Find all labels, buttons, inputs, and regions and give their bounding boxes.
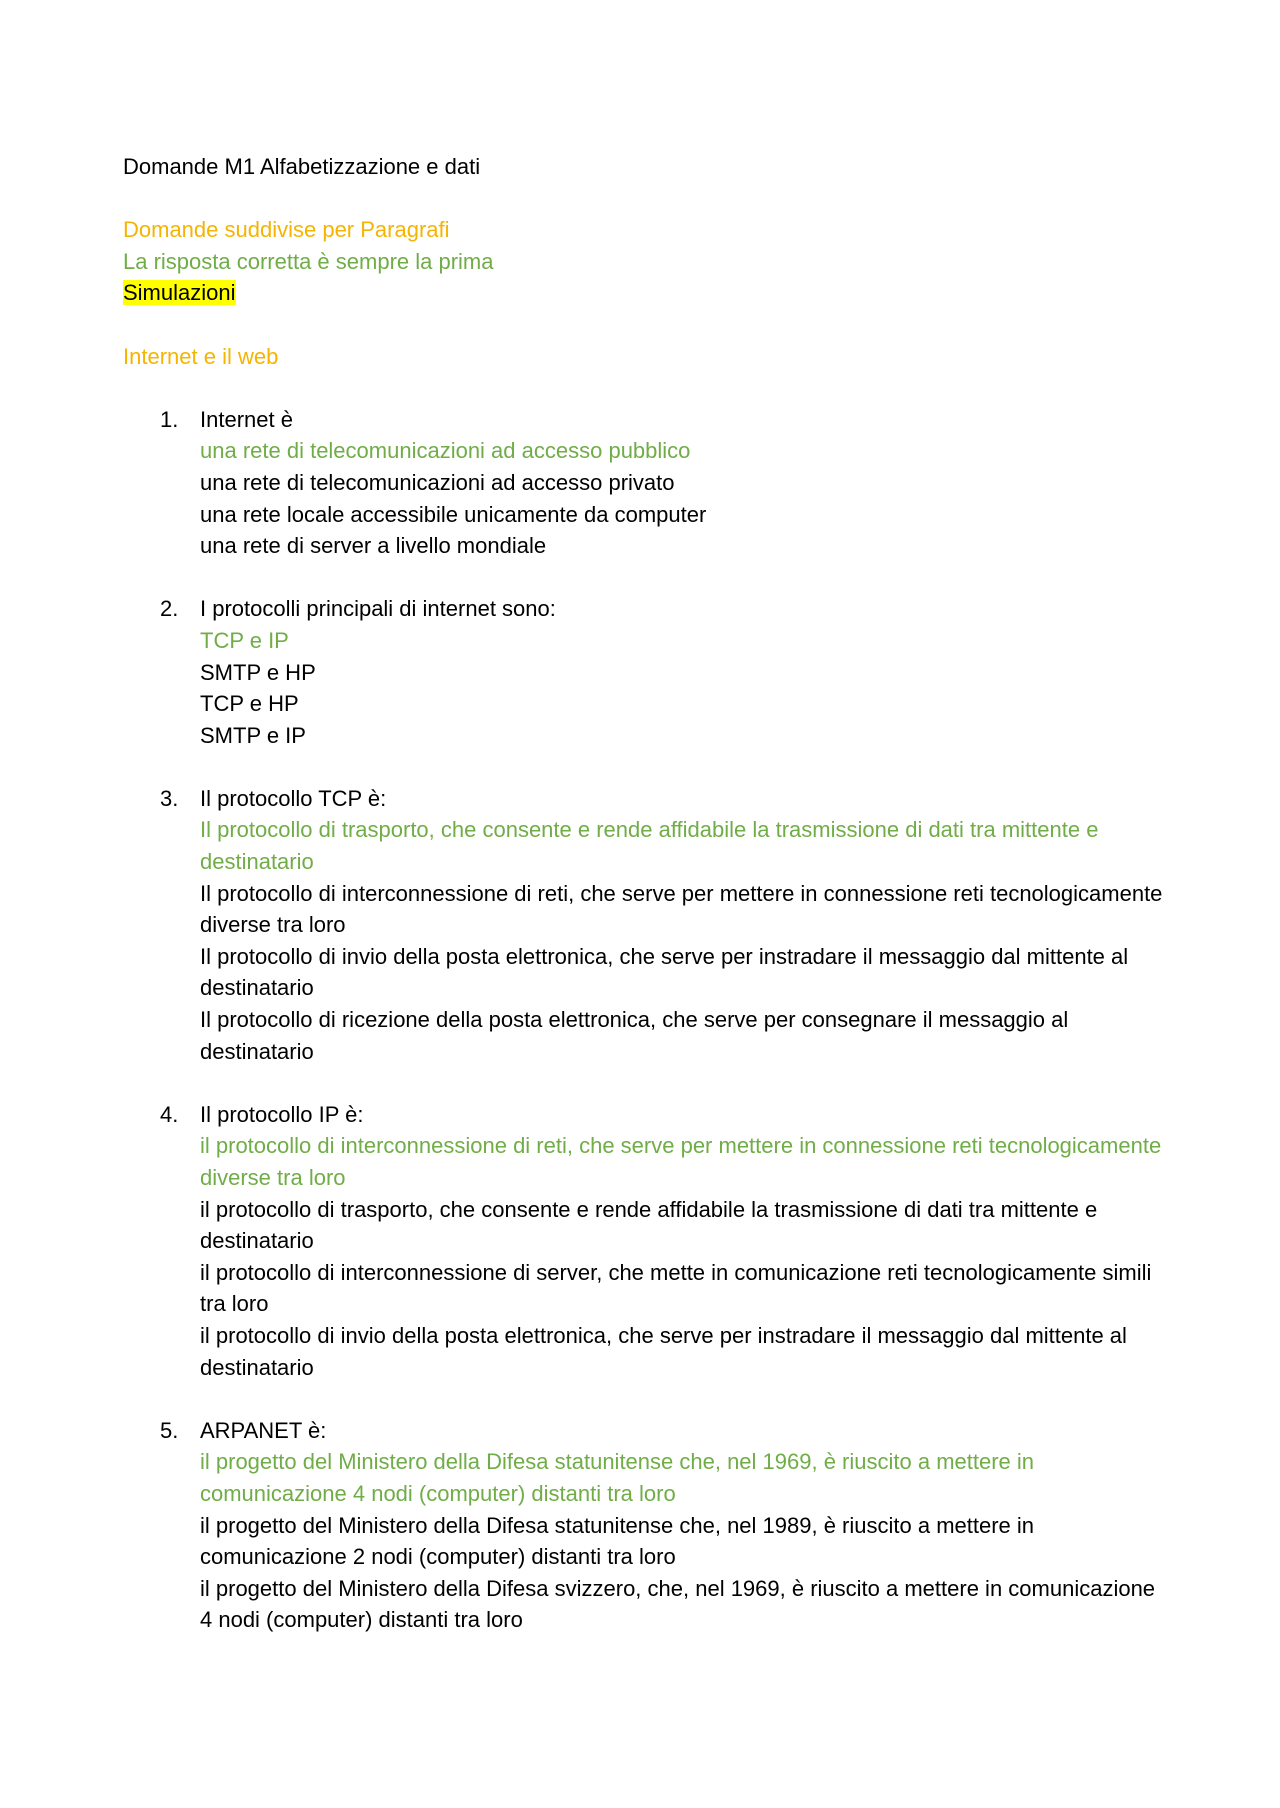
legend-correct-answer-note: La risposta corretta è sempre la prima — [123, 248, 494, 274]
question-list — [123, 404, 1163, 1636]
answer-option: una rete di telecomunicazioni ad accesso privato — [200, 469, 675, 495]
question-number: 1. — [160, 406, 179, 432]
answer-option: una rete di server a livello mondiale — [200, 533, 547, 559]
answer-option: una rete locale accessibile unicamente da computer — [200, 501, 707, 527]
spacer — [123, 372, 1163, 404]
answer-list — [200, 814, 1163, 1067]
legend-simulations-note — [123, 277, 1163, 309]
answer-option: Il protocollo di invio della posta elettronica, che serve per instradare il messaggio dal mittente al destinatario — [200, 943, 1129, 1001]
question-item — [123, 1099, 1163, 1383]
answer-option: il protocollo di interconnessione di server, che mette in comunicazione reti tecnologicamente simili tra loro — [200, 1259, 1152, 1317]
answer-option: il protocollo di invio della posta elettronica, che serve per instradare il messaggio dal mittente al destinatario — [200, 1322, 1127, 1380]
answer-list — [200, 1446, 1163, 1636]
document-title: Domande M1 Alfabetizzazione e dati — [123, 154, 481, 179]
question-text: I protocolli principali di internet sono: — [200, 596, 556, 622]
question-number: 4. — [160, 1101, 179, 1127]
answer-option: il progetto del Ministero della Difesa svizzero, che, nel 1969, è riuscito a mettere in comunicazione 4 nodi (computer) distanti tra loro — [200, 1575, 1156, 1633]
spacer — [123, 183, 1163, 215]
question-item — [123, 783, 1163, 1067]
question-text: Il protocollo TCP è: — [200, 785, 387, 811]
question-item — [123, 404, 1163, 562]
answer-list — [200, 1130, 1163, 1383]
answer-list — [200, 435, 1163, 561]
question-number: 5. — [160, 1417, 179, 1443]
answer-option: SMTP e HP — [200, 659, 316, 685]
answer-list — [200, 625, 1163, 751]
section-title: Internet e il web — [123, 343, 279, 369]
answer-correct: Il protocollo di trasporto, che consente e rende affidabile la trasmissione di dati tra mittente e destinatario — [200, 817, 1099, 875]
question-item — [123, 593, 1163, 751]
document-content — [123, 151, 1163, 1668]
highlighted-text: Simulazioni — [123, 280, 236, 306]
spacer — [123, 309, 1163, 341]
answer-correct: una rete di telecomunicazioni ad accesso pubblico — [200, 438, 691, 464]
answer-option: SMTP e IP — [200, 722, 306, 748]
answer-option: Il protocollo di interconnessione di reti, che serve per mettere in connessione reti tecnologicamente diverse tra loro — [200, 880, 1163, 938]
answer-option: TCP e HP — [200, 691, 299, 717]
question-text: Internet è — [200, 406, 293, 432]
answer-option: il progetto del Ministero della Difesa statunitense che, nel 1989, è riuscito a mettere in comunicazione 2 nodi (computer) distanti tra loro — [200, 1512, 1035, 1570]
answer-correct: il protocollo di interconnessione di reti, che serve per mettere in connessione reti tecnologicamente diverse tra loro — [200, 1133, 1162, 1190]
answer-correct: TCP e IP — [200, 627, 289, 653]
answer-option: Il protocollo di ricezione della posta elettronica, che serve per consegnare il messaggio al destinatario — [200, 1007, 1069, 1064]
question-number: 3. — [160, 785, 179, 811]
answer-correct: il progetto del Ministero della Difesa statunitense che, nel 1969, è riuscito a mettere in comunicazione 4 nodi (computer) distanti tra loro — [200, 1449, 1035, 1506]
answer-option: il protocollo di trasporto, che consente e rende affidabile la trasmissione di dati tra mittente e destinatario — [200, 1196, 1098, 1254]
question-item — [123, 1415, 1163, 1636]
question-text: ARPANET è: — [200, 1417, 327, 1443]
question-text: Il protocollo IP è: — [200, 1101, 364, 1127]
question-number: 2. — [160, 596, 179, 622]
legend-paragraphs-note: Domande suddivise per Paragrafi — [123, 217, 450, 243]
